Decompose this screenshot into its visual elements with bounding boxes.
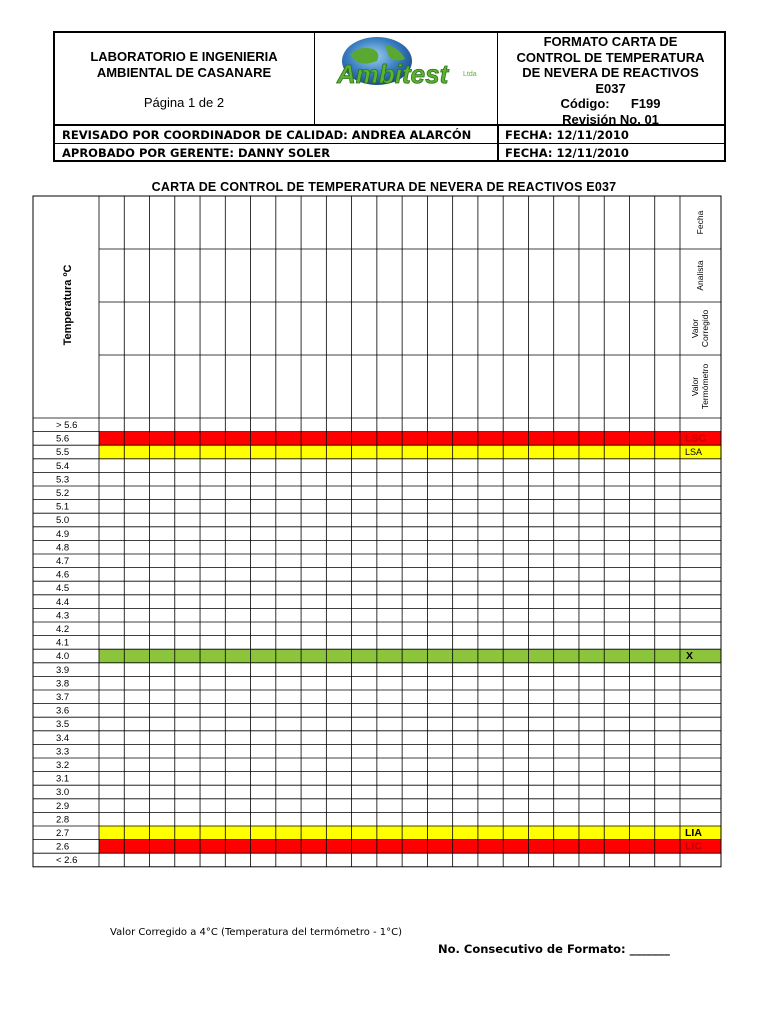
- scale-label: 2.7: [56, 828, 70, 839]
- scale-label: 3.6: [56, 705, 70, 717]
- format-title-line4: E037: [595, 80, 626, 96]
- approved-by: APROBADO POR GERENTE: DANNY SOLER: [62, 146, 331, 160]
- svg-text:Ltda: Ltda: [463, 71, 477, 78]
- row-header-text: Fecha: [695, 210, 705, 235]
- svg-text:Ambitest: Ambitest: [337, 59, 449, 89]
- revision: Revisión No. 01: [562, 111, 659, 127]
- consecutive-number-field[interactable]: No. Consecutivo de Formato: _______: [438, 942, 670, 956]
- limit-band-lic: [99, 840, 721, 854]
- limit-band-x: [99, 649, 721, 663]
- scale-label: 4.8: [56, 542, 70, 554]
- scale-label: 4.6: [56, 569, 70, 581]
- row-header-analyst: [695, 260, 705, 291]
- row-header-date: [695, 210, 705, 234]
- row-header-corrected-value: [690, 310, 710, 348]
- code-label: Código:: [560, 96, 610, 111]
- limit-label-lic: LIC: [685, 840, 702, 853]
- lab-name-line1: LABORATORIO E INGENIERIA: [90, 49, 278, 64]
- format-title-line2: CONTROL DE TEMPERATURA: [516, 49, 705, 65]
- y-axis-label: Temperatura ºC: [62, 264, 74, 346]
- scale-label: 3.1: [56, 773, 70, 785]
- limit-label-x: X: [686, 650, 694, 663]
- limit-band-lsa: [99, 445, 721, 459]
- scale-label: 4.0: [56, 651, 70, 663]
- scale-label: 3.8: [56, 678, 70, 690]
- limit-band-lia: [99, 826, 721, 840]
- scale-label: 4.1: [56, 637, 70, 649]
- row-header-text: Valor: [690, 318, 700, 339]
- scale-label: 2.6: [56, 841, 70, 853]
- scale-label: 4.9: [56, 528, 70, 540]
- scale-label: 2.9: [56, 800, 70, 812]
- scale-label: 5.3: [56, 474, 70, 486]
- scale-label: 4.7: [56, 556, 70, 567]
- row-header-text: Termómetro: [700, 363, 710, 410]
- code-value: F199: [630, 96, 661, 111]
- format-title-line3: DE NEVERA DE REACTIVOS: [522, 65, 699, 80]
- limit-label-lsc: LSC: [685, 432, 706, 445]
- scale-label: 2.8: [56, 814, 70, 826]
- row-header-text: Valor: [690, 376, 700, 397]
- scale-label: 3.0: [56, 787, 70, 799]
- reviewed-date: FECHA: 12/11/2010: [505, 128, 629, 142]
- scale-label: > 5.6: [56, 420, 78, 431]
- format-title-line1: FORMATO CARTA DE: [543, 34, 678, 49]
- scale-label: 3.5: [56, 719, 70, 731]
- row-header-text: Corregido: [700, 309, 710, 348]
- scale-label: 3.9: [56, 664, 70, 676]
- scale-label: 5.6: [56, 433, 70, 445]
- scale-label: 4.2: [56, 624, 70, 635]
- scale-label: 3.3: [56, 746, 70, 758]
- chart-title: CARTA DE CONTROL DE TEMPERATURA DE NEVERA DE REACTIVOS E037: [151, 180, 617, 194]
- correction-note: Valor Corregido a 4°C (Temperatura del termómetro - 1°C): [110, 927, 403, 938]
- page-number: Página 1 de 2: [143, 95, 225, 110]
- scale-label: 5.4: [56, 460, 70, 472]
- scale-label: 4.5: [56, 583, 70, 595]
- scale-label: 3.7: [56, 692, 70, 703]
- scale-label: 5.1: [56, 501, 70, 513]
- scale-label: 5.5: [56, 447, 70, 459]
- scale-label: < 2.6: [56, 855, 78, 867]
- row-header-thermometer-value: [690, 364, 710, 410]
- lab-name-line2: AMBIENTAL DE CASANARE: [96, 65, 272, 80]
- scale-label: 5.0: [56, 515, 70, 527]
- scale-label: 3.2: [56, 760, 70, 771]
- scale-label: 4.4: [56, 596, 70, 608]
- approved-date: FECHA: 12/11/2010: [505, 146, 629, 160]
- row-header-text: Analista: [695, 260, 705, 291]
- reviewed-by: REVISADO POR COORDINADOR DE CALIDAD: ANDREA ALARCÓN: [62, 128, 472, 142]
- scale-label: 3.4: [56, 732, 70, 744]
- limit-label-lsa: LSA: [685, 447, 703, 458]
- limit-band-lsc: [99, 432, 721, 446]
- scale-label: 5.2: [56, 488, 70, 499]
- limit-label-lia: LIA: [685, 827, 702, 839]
- scale-label: 4.3: [56, 610, 70, 622]
